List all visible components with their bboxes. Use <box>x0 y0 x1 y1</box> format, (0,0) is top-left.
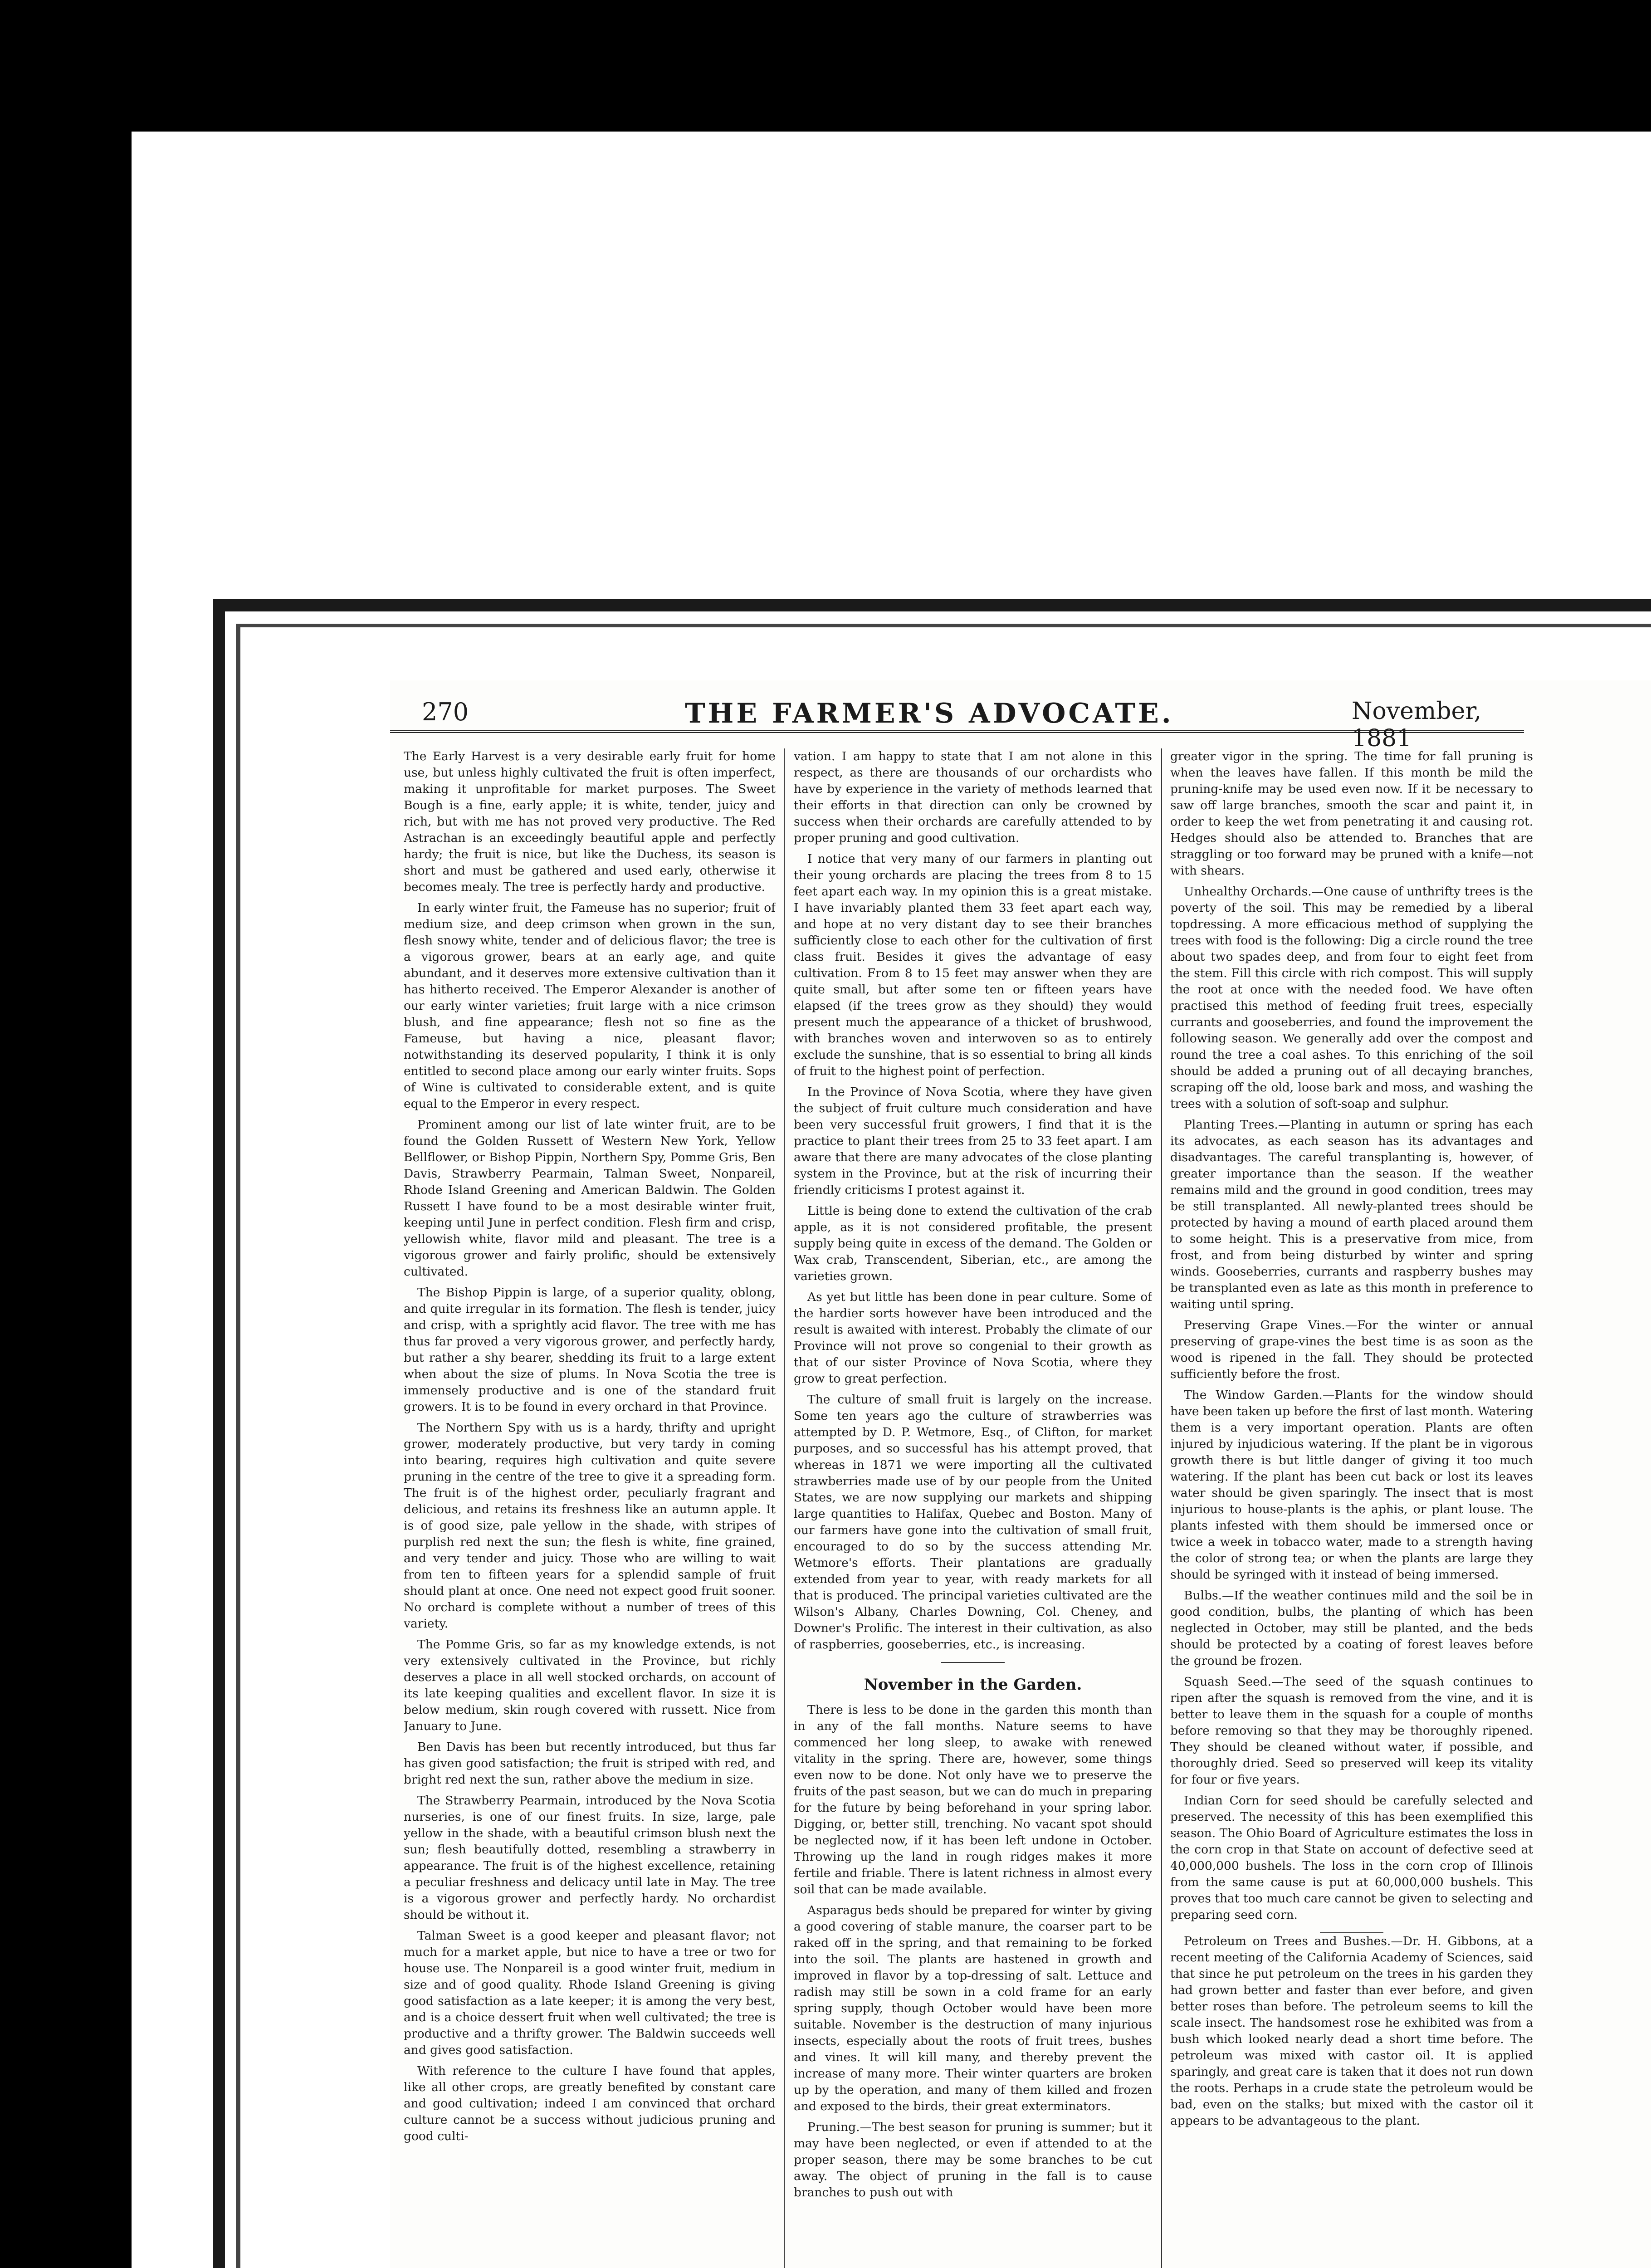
paragraph: The Strawberry Pearmain, introduced by the Nova Scotia nurseries, is one of our finest fruits. In size, large, pale yellow in the shade, with a beautiful crimson blush next the sun; flesh beautifully dotted, resembling a strawberry in appearance. The fruit is of the highest excellence, retaining a peculiar freshness and delicacy until late in May. The tree is a vigorous grower and perfectly hardy. No orchardist should be without it. <box>404 1794 776 1922</box>
paragraph: Planting Trees.—Planting in autumn or spring has each its advocates, as each season has its advantages and disadvantages. The careful transplanting is, however, of greater importance than the season. If the weather remains mild and the ground in good condition, trees may be still transplanted. All newly-planted trees should be protected by having a mound of earth placed around them to some height. This is a preservative from mice, from frost, and from being disturbed by winter and spring winds. Gooseberries, currants and raspberry bushes may be transplanted even as late as this month in preference to waiting until spring. <box>1170 1118 1533 1311</box>
paragraph: vation. I am happy to state that I am not alone in this respect, as there are thousands of our orchardists who have by experience in the variety of methods learned that their efforts in that direction can only be crowned by success when their orchards are carefully attended to by proper pruning and good cultivation. <box>794 749 1152 845</box>
paragraph: Squash Seed.—The seed of the squash continues to ripen after the squash is removed from the vine, and it is better to leave them in the squash for a couple of months before removing so that they may be thoroughly ripened. They should be cleaned without water, if possible, and thoroughly dried. Seed so preserved will keep its vitality for four or five years. <box>1170 1675 1533 1787</box>
masthead-title: THE FARMER'S ADVOCATE. <box>685 698 1174 729</box>
paragraph: Ben Davis has been but recently introduced, but thus far has given good satisfaction; the fruit is striped with red, and bright red next the sun, rather above the medium in size. <box>404 1740 776 1787</box>
column-1 <box>404 748 776 2268</box>
page-header <box>390 694 1524 752</box>
paragraph: The culture of small fruit is largely on the increase. Some ten years ago the culture of strawberries was attempted by D. P. Wetmore, Esq., of Clifton, for market purposes, and so successful has his attempt proved, that whereas in 1871 we were importing all the cultivated strawberries made use of by our people from the United States, we are now supplying our markets and shipping large quantities to Halifax, Quebec and Boston. Many of our farmers have gone into the cultivation of small fruit, encouraged to do so by the success attending Mr. Wetmore's efforts. Their plantations are gradually extended from year to year, with ready markets for all that is produced. The principal varieties cultivated are the Wilson's Albany, Charles Downing, Col. Cheney, and Downer's Prolific. The interest in their cultivation, as also of raspberries, gooseberries, etc., is increasing. <box>794 1393 1152 1652</box>
issue-date: November, 1881 <box>1352 698 1481 752</box>
column-3 <box>1170 748 1533 2268</box>
paragraph: Indian Corn for seed should be carefully selected and preserved. The necessity of this has been exemplified this season. The Ohio Board of Agriculture estimates the loss in the corn crop in that State on account of defective seed at 40,000,000 bushels. The loss in the corn crop of Illinois from the same cause is put at 60,000,000 bushels. This proves that too much care cannot be given to selecting and preparing seed corn. <box>1170 1794 1533 1922</box>
page-number: 270 <box>422 698 469 726</box>
paragraph: The Bishop Pippin is large, of a superior quality, oblong, and quite irregular in its formation. The flesh is tender, juicy and crisp, with a sprightly acid flavor. The tree with me has thus far proved a very vigorous grower, and perfectly hardy, but rather a shy bearer, shedding its fruit to a large extent when about the size of plums. In Nova Scotia the tree is immensely productive and is one of the standard fruit growers. It is to be found in every orchard in that Province. <box>404 1286 776 1414</box>
newspaper-page <box>390 680 1651 2268</box>
paragraph: The Pomme Gris, so far as my knowledge extends, is not very extensively cultivated in the Province, but richly deserves a place in all well stocked orchards, on account of its late keeping qualities and excellent flavor. In size it is below medium, skin rough covered with russett. Nice from January to June. <box>404 1637 776 1733</box>
scan-border-left <box>0 0 132 2268</box>
paragraph: Talman Sweet is a good keeper and pleasant flavor; not much for a market apple, but nice to have a tree or two for house use. The Nonpareil is a good winter fruit, medium in size and of good quality. Rhode Island Greening is giving good satisfaction as a late keeper; it is among the very best, and is a choice dessert fruit when well cultivated; the tree is productive and a thrifty grower. The Baldwin succeeds well and gives good satisfaction. <box>404 1929 776 2057</box>
scan-border-top <box>0 0 1651 132</box>
paragraph: Bulbs.—If the weather continues mild and the soil be in good condition, bulbs, the planting of which has been neglected in October, may still be planted, and the beds should be protected by a coating of forest leaves before the ground be frozen. <box>1170 1589 1533 1668</box>
paragraph: Prominent among our list of late winter fruit, are to be found the Golden Russett of Western New York, Yellow Bellflower, or Bishop Pippin, Northern Spy, Pomme Gris, Ben Davis, Strawberry Pearmain, Talman Sweet, Nonpareil, Rhode Island Greening and American Baldwin. The Golden Russett I have found to be a most desirable winter fruit, keeping until June in perfect condition. Flesh firm and crisp, yellowish white, flavor mild and pleasant. The tree is a vigorous grower and fairly prolific, should be extensively cultivated. <box>404 1118 776 1279</box>
paragraph: Little is being done to extend the cultivation of the crab apple, as it is not considered profitable, the present supply being quite in excess of the demand. The Golden or Wax crab, Transcendent, Siberian, etc., are among the varieties grown. <box>794 1204 1152 1283</box>
column-2 <box>794 748 1152 2268</box>
paragraph: The Window Garden.—Plants for the window should have been taken up before the first of last month. Watering them is a very important operation. Plants are often injured by injudicious watering. If the plant be in vigorous growth there is but little danger of giving it too much watering. If the plant has been cut back or lost its leaves water should be given sparingly. The insect that is most injurious to house-plants is the aphis, or plant louse. The plants infested with them should be immersed once or twice a week in tobacco water, made to a strength having the color of strong tea; or when the plants are large they should be syringed with it instead of being immersed. <box>1170 1388 1533 1582</box>
paragraph: The Early Harvest is a very desirable early fruit for home use, but unless highly cultivated the fruit is often imperfect, making it unprofitable for market purposes. The Sweet Bough is a fine, early apple; it is white, tender, juicy and rich, but with me has not proved very productive. The Red Astrachan is an exceedingly beautiful apple and perfectly hardy; the fruit is nice, but like the Duchess, its season is short and must be gathered and used early, otherwise it becomes mealy. The tree is perfectly hardy and productive. <box>404 749 776 894</box>
paragraph: In early winter fruit, the Fameuse has no superior; fruit of medium size, and deep crimson when grown in the sun, flesh snowy white, tender and of delicious flavor; the tree is a vigorous grower, bears at an early age, and quite abundant, and it deserves more extensive cultivation than it has hitherto received. The Emperor Alexander is another of our early winter varieties; fruit large with a nice crimson blush, and fine appearance; flesh not so fine as the Fameuse, but having a nice, pleasant flavor; notwithstanding its deserved popularity, I think it is only entitled to second place among our early winter fruits. Sops of Wine is cultivated to considerable extent, and is quite equal to the Emperor in every respect. <box>404 901 776 1111</box>
paragraph: The Northern Spy with us is a hardy, thrifty and upright grower, moderately productive, but very tardy in coming into bearing, requires high cultivation and quite severe pruning in the centre of the tree to give it a spreading form. The fruit is of the highest order, peculiarly fragrant and delicious, and retains its freshness like an autumn apple. It is of good size, pale yellow in the shade, with stripes of purplish red next the sun; the flesh is white, fine grained, and very tender and juicy. Those who are willing to wait from ten to fifteen years for a splendid sample of fruit should plant at once. One need not expect good fruit sooner. No orchard is complete without a number of trees of this variety. <box>404 1421 776 1631</box>
paragraph: Preserving Grape Vines.—For the winter or annual preserving of grape-vines the best time is as soon as the wood is ripened in the fall. They should be protected sufficiently before the frost. <box>1170 1318 1533 1381</box>
paragraph: With reference to the culture I have found that apples, like all other crops, are greatly benefited by constant care and good cultivation; indeed I am convinced that orchard culture cannot be a success without judicious pruning and good culti- <box>404 2064 776 2143</box>
paragraph: greater vigor in the spring. The time for fall pruning is when the leaves have fallen. If this month be mild the pruning-knife may be used even now. If it be necessary to saw off large branches, smooth the scar and paint it, in order to keep the wet from penetrating it and causing rot. Hedges should also be attended to. Branches that are straggling or too forward may be pruned with a knife—not with shears. <box>1170 749 1533 878</box>
section-divider <box>941 1662 1005 1663</box>
paragraph: As yet but little has been done in pear culture. Some of the hardier sorts however have been introduced and the result is awaited with interest. Probably the climate of our Province will not prove so congenial to their growth as that of our sister Province of Nova Scotia, where they grow to great perfection. <box>794 1290 1152 1386</box>
paragraph: Asparagus beds should be prepared for winter by giving a good covering of stable manure, the coarser part to be raked off in the spring, and that remaining to be forked into the soil. The plants are hastened in growth and improved in flavor by a top-dressing of salt. Lettuce and radish may still be sown in a cold frame for an early spring supply, though October would have been more suitable. November is the destruction of many injurious insects, especially about the roots of fruit trees, bushes and vines. It will kill many, and thereby prevent the increase of many more. Their winter quarters are broken up by the operation, and many of them killed and frozen and exposed to the birds, their great exterminators. <box>794 1903 1152 2113</box>
column-rule <box>1161 748 1162 2268</box>
paragraph: There is less to be done in the garden this month than in any of the fall months. Nature seems to have commenced her long sleep, to awake with renewed vitality in the spring. There are, however, some things even now to be done. Not only have we to preserve the fruits of the past season, but we can do much in preparing for the future by being beforehand in your spring labor. Digging, or, better still, trenching. No vacant spot should be neglected now, if it has been left undone in October. Throwing up the land in rough ridges makes it more fertile and friable. There is latent richness in almost every soil that can be made available. <box>794 1703 1152 1897</box>
paragraph: Petroleum on Trees and Bushes.—Dr. H. Gibbons, at a recent meeting of the California Academy of Sciences, said that since he put petroleum on the trees in his garden they had grown better and faster than ever before, and given better roses than before. The petroleum seems to kill the scale insect. The handsomest rose he exhibited was from a bush which looked nearly dead a short time before. The petroleum was mixed with castor oil. It is applied sparingly, and great care is taken that it does not run down the roots. Perhaps in a crude state the petroleum would be bad, even on the stalks; but mixed with the castor oil it appears to be advantageous to the plant. <box>1170 1934 1533 2128</box>
paragraph: In the Province of Nova Scotia, where they have given the subject of fruit culture much consideration and have been very successful fruit growers, I find that it is the practice to plant their trees from 25 to 33 feet apart. I am aware that there are many advocates of the close planting system in the Province, but at the risk of incurring their friendly criticisms I protest against it. <box>794 1085 1152 1197</box>
paragraph: Pruning.—The best season for pruning is summer; but it may have been neglected, or even if attended to at the proper season, there may be some branches to be cut away. The object of pruning in the fall is to cause branches to push out with <box>794 2120 1152 2200</box>
section-heading: November in the Garden. <box>864 1676 1082 1694</box>
paragraph: I notice that very many of our farmers in planting out their young orchards are placing the trees from 8 to 15 feet apart each way. In my opinion this is a great mistake. I have invariably planted them 33 feet apart each way, and hope at no very distant day to see their branches sufficiently close to each other for the cultivation of first class fruit. Besides it gives the advantage of easy cultivation. From 8 to 15 feet may answer when they are quite small, but after some ten or fifteen years have elapsed (if the trees grow as they should) they would present much the appearance of a thicket of brushwood, with branches woven and interwoven so as to entirely exclude the sunshine, that is so essential to bring all kinds of fruit to the highest point of perfection. <box>794 852 1152 1078</box>
paragraph: Unhealthy Orchards.—One cause of unthrifty trees is the poverty of the soil. This may be remedied by a liberal topdressing. A more efficacious method of supplying the trees with food is the following: Dig a circle round the tree about two spades deep, and from four to eight feet from the stem. Fill this circle with rich compost. This will supply the root at once with the needed food. We have often practised this method of feeding fruit trees, especially currants and gooseberries, and found the improvement the following season. We generally add over the compost and round the tree a coal ashes. To this enriching of the soil should be added a pruning out of all decaying branches, scraping off the old, loose bark and moss, and washing the trees with a solution of soft-soap and sulphur. <box>1170 885 1533 1111</box>
column-rule <box>784 748 785 2268</box>
